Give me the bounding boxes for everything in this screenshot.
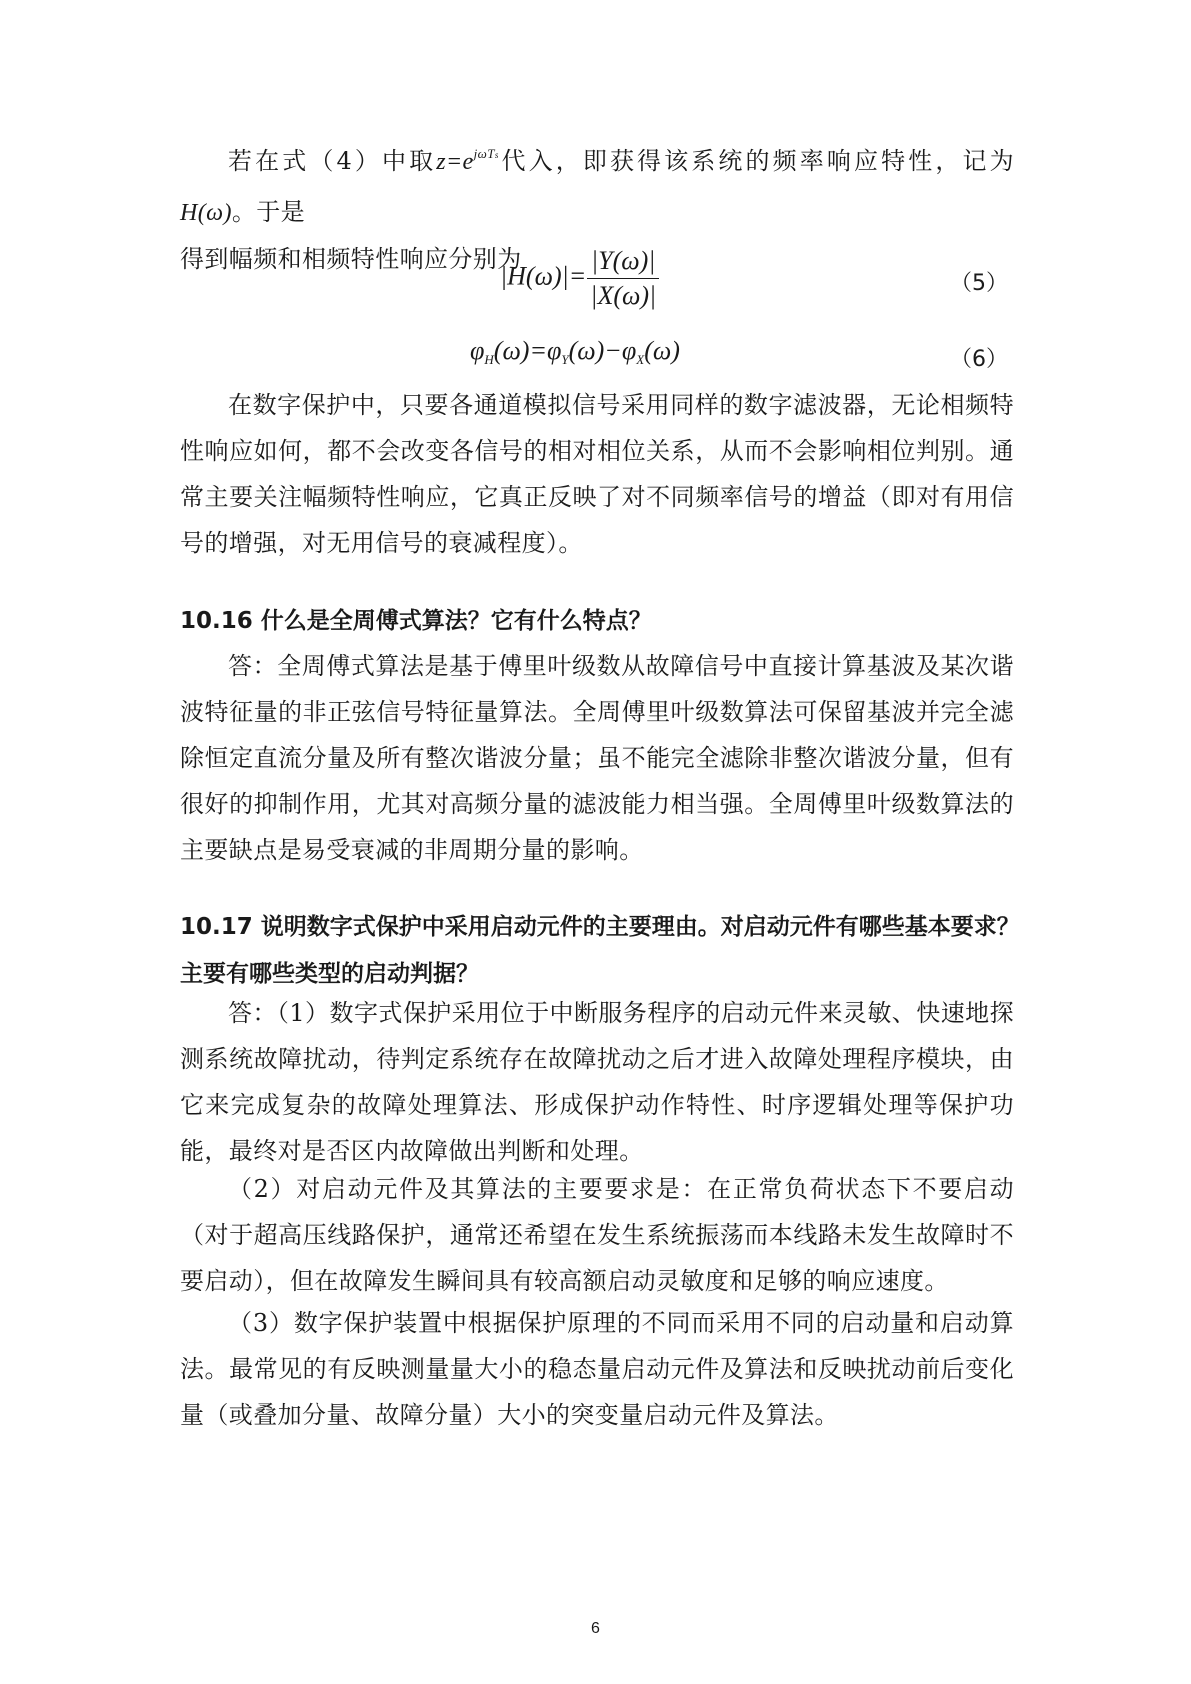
equation-5: |H(ω)|= $\frac{|Y(\omega)|}{|X(\omega)|}$ bbox=[500, 246, 660, 311]
intro-text-after: 。于是 bbox=[231, 198, 306, 226]
answer-10-17-part-2: （2）对启动元件及其算法的主要要求是：在正常负荷状态下不要启动（对于超高压线路保护，通常还希望在发生系统振荡而本线路未发生故障时不要启动），但在故障发生瞬间具有较高额启动灵敏度和足够的响应速度。 bbox=[180, 1175, 1014, 1295]
page-number: 6 bbox=[591, 1620, 600, 1637]
answer-10-17-part-3: （3）数字保护装置中根据保护原理的不同而采用不同的启动量和启动算法。最常见的有反映测量量大小的稳态量启动元件及算法和反映扰动前后变化量（或叠加分量、故障分量）大小的突变量启动元件及算法。 bbox=[180, 1309, 1014, 1429]
intro-text-before: 若在式（4）中取 bbox=[228, 147, 437, 175]
equation-6: φH(ω)=φY(ω)−φX(ω) bbox=[470, 336, 680, 367]
answer-10-16: 答：全周傅式算法是基于傅里叶级数从故障信号中直接计算基波及某次谐波特征量的非正弦信号特征量算法。全周傅里叶级数算法可保留基波并完全滤除恒定直流分量及所有整次谐波分量；虽不能完全滤除非整次谐波分量，但有很好的抑制作用，尤其对高频分量的滤波能力相当强。全周傅里叶级数算法的主要缺点是易受衰减的非周期分量的影响。 bbox=[180, 652, 1014, 864]
equation-5-number: （5） bbox=[950, 271, 1008, 296]
intro-text-middle: 代入，即获得该系统的频率响应特性，记为 bbox=[498, 147, 1014, 175]
equation-6-number: （6） bbox=[950, 347, 1008, 372]
section-heading-10-16: 10.16 什么是全周傅式算法？它有什么特点？ bbox=[180, 608, 652, 634]
phase-response-paragraph: 在数字保护中，只要各通道模拟信号采用同样的数字滤波器，无论相频特性响应如何，都不会改变各信号的相对相位关系，从而不会影响相位判别。通常主要关注幅频特性响应，它真正反映了对不同频率信号的增益（即对有用信号的增强，对无用信号的衰减程度）。 bbox=[180, 391, 1014, 557]
h-omega-symbol: H(ω) bbox=[180, 200, 232, 226]
section-heading-10-17: 10.17 说明数字式保护中采用启动元件的主要理由。对启动元件有哪些基本要求？主要有哪些类型的启动判据？ bbox=[180, 914, 1020, 987]
intro-line-2: 得到幅频和相频特性响应分别为 bbox=[180, 245, 522, 273]
answer-10-17-part-1: 答：（1）数字式保护采用位于中断服务程序的启动元件来灵敏、快速地探测系统故障扰动，待判定系统存在故障扰动之后才进入故障处理程序模块，由它来完成复杂的故障处理算法、形成保护动作特性、时序逻辑处理等保护功能，最终对是否区内故障做出判断和处理。 bbox=[180, 999, 1014, 1165]
z-expression: $z=e^{j\omega Ts}$ bbox=[436, 146, 499, 175]
